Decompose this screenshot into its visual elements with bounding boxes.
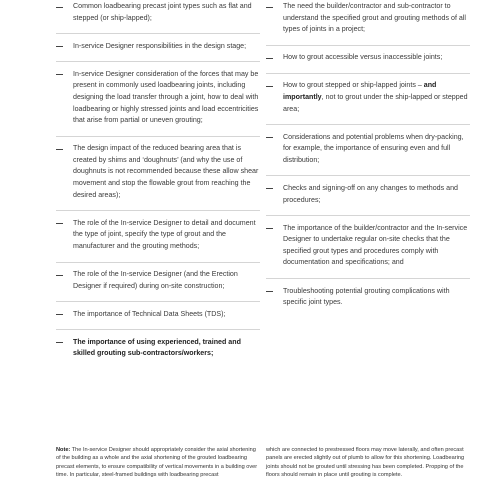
- list-item: Considerations and potential problems when dry-packing, for example, the importance of ensuring even and full distribution;: [266, 131, 470, 177]
- left-column: [56, 0, 260, 374]
- list-item: How to grout accessible versus inaccessible joints;: [266, 51, 470, 74]
- list-item: How to grout stepped or ship-lapped joints – and importantly, not to grout under the ship-lapped or stepped area;: [266, 79, 470, 125]
- list-item: In-service Designer responsibilities in the design stage;: [56, 40, 260, 63]
- note-label: Note:: [56, 447, 71, 453]
- list-item: The need the builder/contractor and sub-contractor to understand the specified grout and grouting methods of all types of joints in a project;: [266, 0, 470, 46]
- list-item: The role of the In-service Designer to detail and document the type of joint, specify the type of grout and the manufacturer and the grouting methods;: [56, 217, 260, 263]
- list-item: The importance of Technical Data Sheets (TDS);: [56, 308, 260, 331]
- list-item: [56, 336, 260, 369]
- note-continuation: which are connected to prestressed floors may move laterally, and often precast panels are erected slightly out of plumb to allow for this shortening. Loadbearing joints should not be grouted until stressing has been completed. Propping of the floors should remain in place until grouting is complete.: [266, 447, 465, 479]
- emphasis-text: The importance of using experienced, trained and skilled grouting sub-contractors/workers;: [73, 337, 241, 358]
- note-paragraph: Note: The In-service Designer should appropriately consider the axial shortening of the building as a whole and the axial shortening of the grouted loadbearing precast elements, to ensure compatibility of vertical movements in a building over time. In particular, steel-framed buildings with loadbearing precast: [56, 447, 258, 479]
- list-item: Common loadbearing precast joint types such as flat and stepped (or ship-lapped);: [56, 0, 260, 34]
- list-item: The role of the In-service Designer (and the Erection Designer if required) during on-site construction;: [56, 268, 260, 302]
- list-item: In-service Designer consideration of the forces that may be present in commonly used loadbearing joints, including designing the load transfer through a joint, how to deal with loadbearing or highly stressed joints and load eccentricities that arise from partial or uneven grouting;: [56, 68, 260, 137]
- list-item: The importance of the builder/contractor and the In-service Designer to undertake regular on-site checks that the specified grout types and procedures comply with documentation and specifications; and: [266, 222, 470, 279]
- list-item: Checks and signing-off on any changes to methods and procedures;: [266, 182, 470, 216]
- right-column: [266, 0, 470, 323]
- emphasis-text: and importantly: [283, 81, 437, 101]
- list-item: The design impact of the reduced bearing area that is created by shims and ‘doughnuts’ (and why the use of doughnuts is not recommended because these allow shear movement and stop the flowable grout from reaching the desired areas);: [56, 142, 260, 211]
- list-item: Troubleshooting potential grouting complications with specific joint types.: [266, 285, 470, 318]
